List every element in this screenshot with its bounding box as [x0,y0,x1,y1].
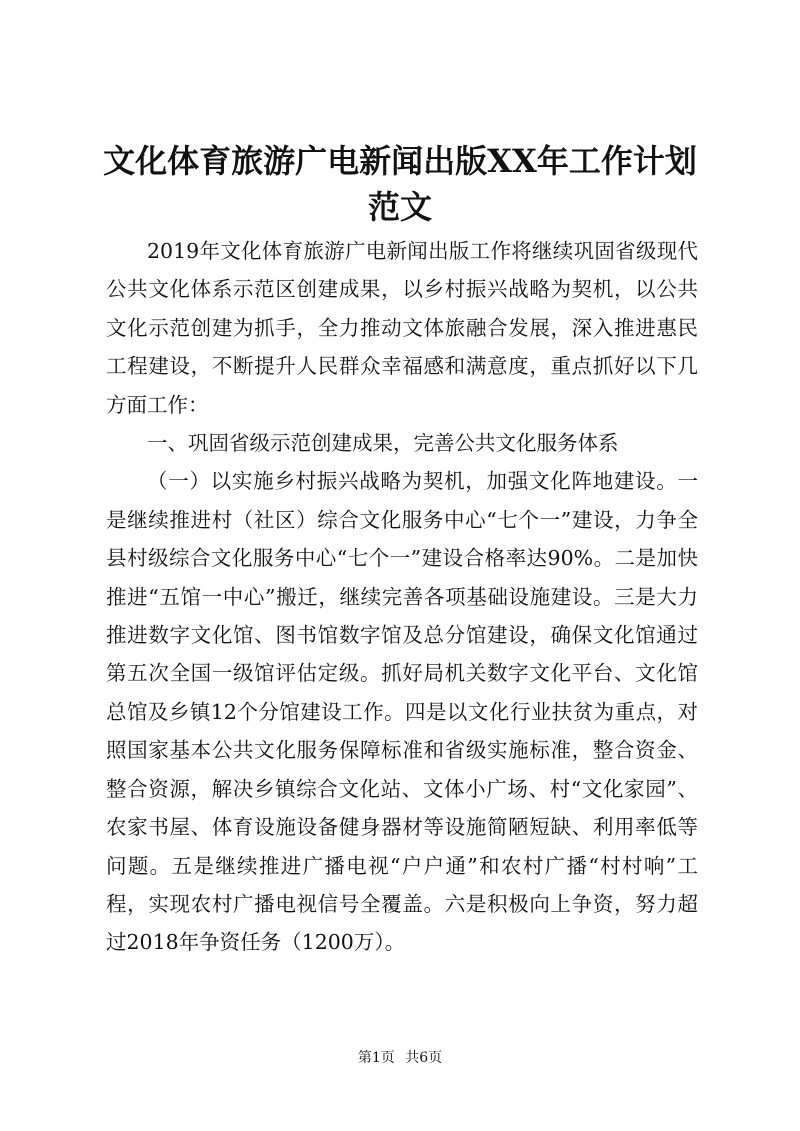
document-title: 文化体育旅游广电新闻出版XX年工作计划范文 [103,142,697,226]
page-total: 共6页 [405,1050,443,1066]
intro-paragraph: 2019年文化体育旅游广电新闻出版工作将继续巩固省级现代公共文化体系示范区创建成果，以乡村振兴战略为契机，以公共文化示范创建为抓手，全力推动文体旅融合发展，深入推进惠民工程建设，不断提升人民群众幸福感和满意度，重点抓好以下几方面工作： [106,239,698,417]
section-heading: 一、巩固省级示范创建成果，完善公共文化服务体系 [147,431,619,456]
page-number: 第1页 [357,1050,395,1066]
page-footer [0,1048,800,1068]
subsection-paragraph: （一）以实施乡村振兴战略为契机，加强文化阵地建设。一是继续推进村（社区）综合文化服务中心“七个一”建设，力争全县村级综合文化服务中心“七个一”建设合格率达90%。二是加快推进“五馆一中心”搬迁，继续完善各项基础设施建设。三是大力推进数字文化馆、图书馆数字馆及总分馆建设，确保文化馆通过第五次全国一级馆评估定级。抓好局机关数字文化平台、文化馆总馆及乡镇12个分馆建设工作。四是以文化行业扶贫为重点，对照国家基本公共文化服务保障标准和省级实施标准，整合资金、整合资源，解决乡镇综合文化站、文体小广场、村“文化家园”、农家书屋、体育设施设备健身器材等设施简陋短缺、利用率低等问题。五是继续推进广播电视“户户通”和农村广播“村村响”工程，实现农村广播电视信号全覆盖。六是积极向上争资，努力超过2018年争资任务（1200万）。 [106,469,698,955]
document-body [106,232,698,962]
